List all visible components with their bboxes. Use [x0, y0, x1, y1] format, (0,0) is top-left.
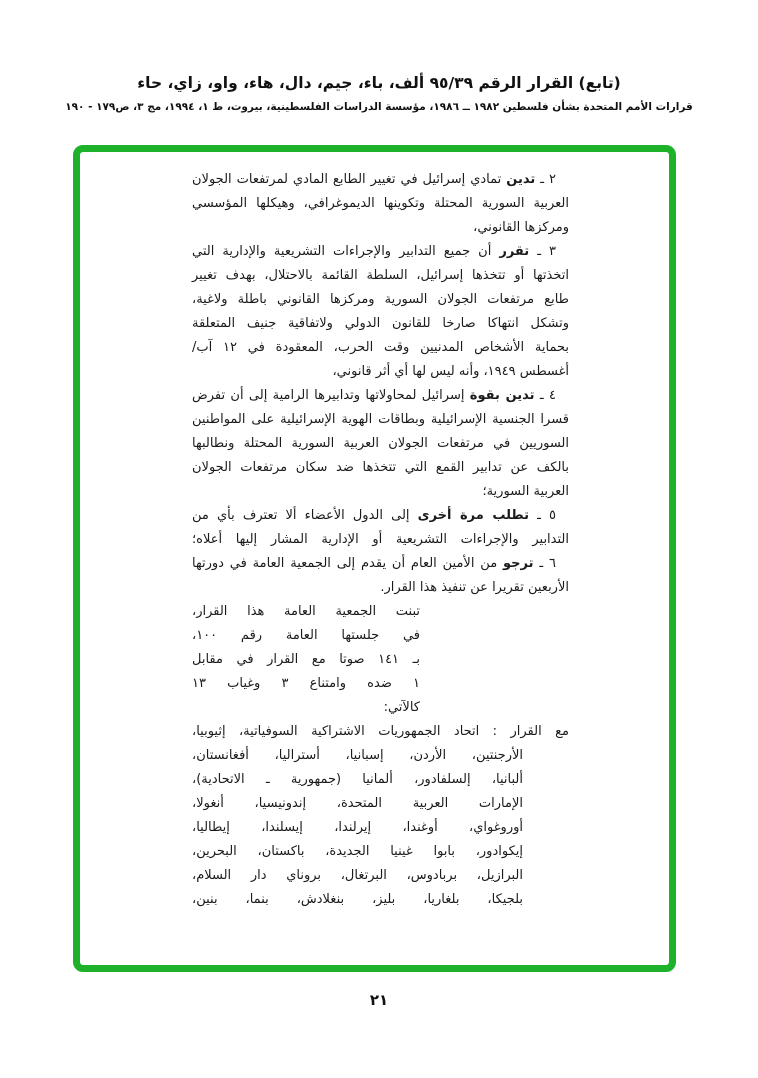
- clause-lead: تدين بقوة: [469, 388, 535, 403]
- page-header-title: (تابع) القرار الرقم ٩٥/٣٩ ألف، باء، جيم، دال، هاء، واو، زاي، حاء: [137, 74, 621, 92]
- with-list-first-line: مع القرار : اتحاد الجمهوريات الاشتراكية السوفياتية، إثيوبيا،: [192, 724, 569, 739]
- resolution-text: [192, 168, 569, 912]
- paragraph-3-first-line: [192, 240, 569, 264]
- paragraph-4-first-line: [192, 384, 569, 408]
- paragraph-5-first-line: [192, 504, 569, 528]
- country-line: بلجيكا، بلغاريا، بليز، بنغلادش، بنما، بنين،: [192, 892, 523, 907]
- country-line: ألبانيا، إلسلفادور، ألمانيا (جمهورية ـ الاتحادية)،: [192, 772, 523, 787]
- content-frame: [73, 145, 676, 972]
- text-line: الأربعين تقريرا عن تنفيذ هذا القرار.: [380, 580, 569, 595]
- vote-line: كالآتي:: [383, 700, 420, 715]
- clause-text: إلى الدول الأعضاء ألا تعترف بأي من: [192, 508, 418, 523]
- text-line: العربية السورية المحتلة وتكوينها الديموغرافي، وهيكلها المؤسسي: [192, 196, 569, 211]
- country-line: إيكوادور، بابوا غينيا الجديدة، باكستان، البحرين،: [192, 844, 523, 859]
- text-line: التدابير والإجراءات التشريعية أو الإدارية المشار إليها أعلاه؛: [192, 532, 569, 547]
- vote-line: في جلستها العامة رقم ١٠٠،: [192, 628, 420, 643]
- text-line: اتخذتها أو تتخذها إسرائيل، السلطة القائمة بالاحتلال، بهدف تغيير: [192, 268, 569, 283]
- text-line: ومركزها القانوني،: [473, 220, 569, 235]
- vote-with-list: [192, 720, 569, 912]
- clause-number: ٥ ـ: [528, 508, 556, 523]
- clause-text: تمادي إسرائيل في تغيير الطابع المادي لمرتفعات الجولان: [192, 172, 507, 187]
- country-line: البرازيل، بربادوس، البرتغال، بروناي دار السلام،: [192, 868, 523, 883]
- vote-result-block: [192, 600, 420, 720]
- country-line: أوروغواي، أوغندا، إيرلندا، إيسلندا، إيطاليا،: [192, 820, 523, 835]
- text-line: أغسطس ١٩٤٩، وأنه ليس لها أي أثر قانوني،: [332, 364, 569, 379]
- clause-number: ٦ ـ: [533, 556, 557, 571]
- clause-lead: ترجو: [503, 556, 534, 571]
- paragraph-6-first-line: [192, 552, 569, 576]
- clause-lead: تطلب مرة أخرى: [417, 508, 529, 523]
- text-line: بالكف عن تدابير القمع التي تتخذها ضد سكان مرتفعات الجولان: [192, 460, 569, 475]
- text-line: وتشكل انتهاكا صارخا للقانون الدولي ولاتفاقية جنيف المتعلقة: [192, 316, 569, 331]
- page-header-source: قرارات الأمم المتحدة بشأن فلسطين ١٩٨٢ ــ ١٩٨٦، مؤسسة الدراسات الفلسطينية، بيروت، ط ١، ١٩٩٤، مج ٣، ص١٧٩ - ١٩٠: [65, 101, 693, 113]
- text-line: قسرا الجنسية الإسرائيلية وبطاقات الهوية الإسرائيلية على المواطنين: [192, 412, 569, 427]
- text-line: السوريين في مرتفعات الجولان العربية السورية المحتلة ونطالبها: [192, 436, 569, 451]
- clause-lead: تقرر: [499, 244, 530, 259]
- page-number: ٢١: [369, 991, 389, 1009]
- text-line: بحماية الأشخاص المدنيين وقت الحرب، المعقودة في ١٢ آب/: [192, 340, 569, 355]
- country-line: الأرجنتين، الأردن، إسبانيا، أستراليا، أفغانستان،: [192, 748, 523, 763]
- clause-number: ٣ ـ: [529, 244, 556, 259]
- paragraph-2-first-line: [192, 168, 569, 192]
- page-header: [40, 72, 718, 115]
- country-line: الإمارات العربية المتحدة، إندونيسيا، أنغولا،: [192, 796, 523, 811]
- vote-line: تبنت الجمعية العامة هذا القرار،: [192, 604, 420, 619]
- vote-line: بـ ١٤١ صوتا مع القرار في مقابل: [192, 652, 421, 667]
- clause-number: ٤ ـ: [534, 388, 557, 403]
- text-line: العربية السورية؛: [482, 484, 569, 499]
- vote-line: ١ ضده وامتناع ٣ وغياب ١٣: [192, 676, 420, 691]
- clause-text: أن جميع التدابير والإجراءات التشريعية والإدارية التي: [192, 244, 500, 259]
- clause-text: من الأمين العام أن يقدم إلى الجمعية العامة في دورتها: [192, 556, 504, 571]
- clause-number: ٢ ـ: [535, 172, 556, 187]
- clause-lead: تدين: [506, 172, 536, 187]
- text-line: طابع مرتفعات الجولان السورية ومركزها القانوني باطلة ولاغية،: [192, 292, 569, 307]
- clause-text: إسرائيل لمحاولاتها وتدابيرها الرامية إلى أن تفرض: [192, 388, 470, 403]
